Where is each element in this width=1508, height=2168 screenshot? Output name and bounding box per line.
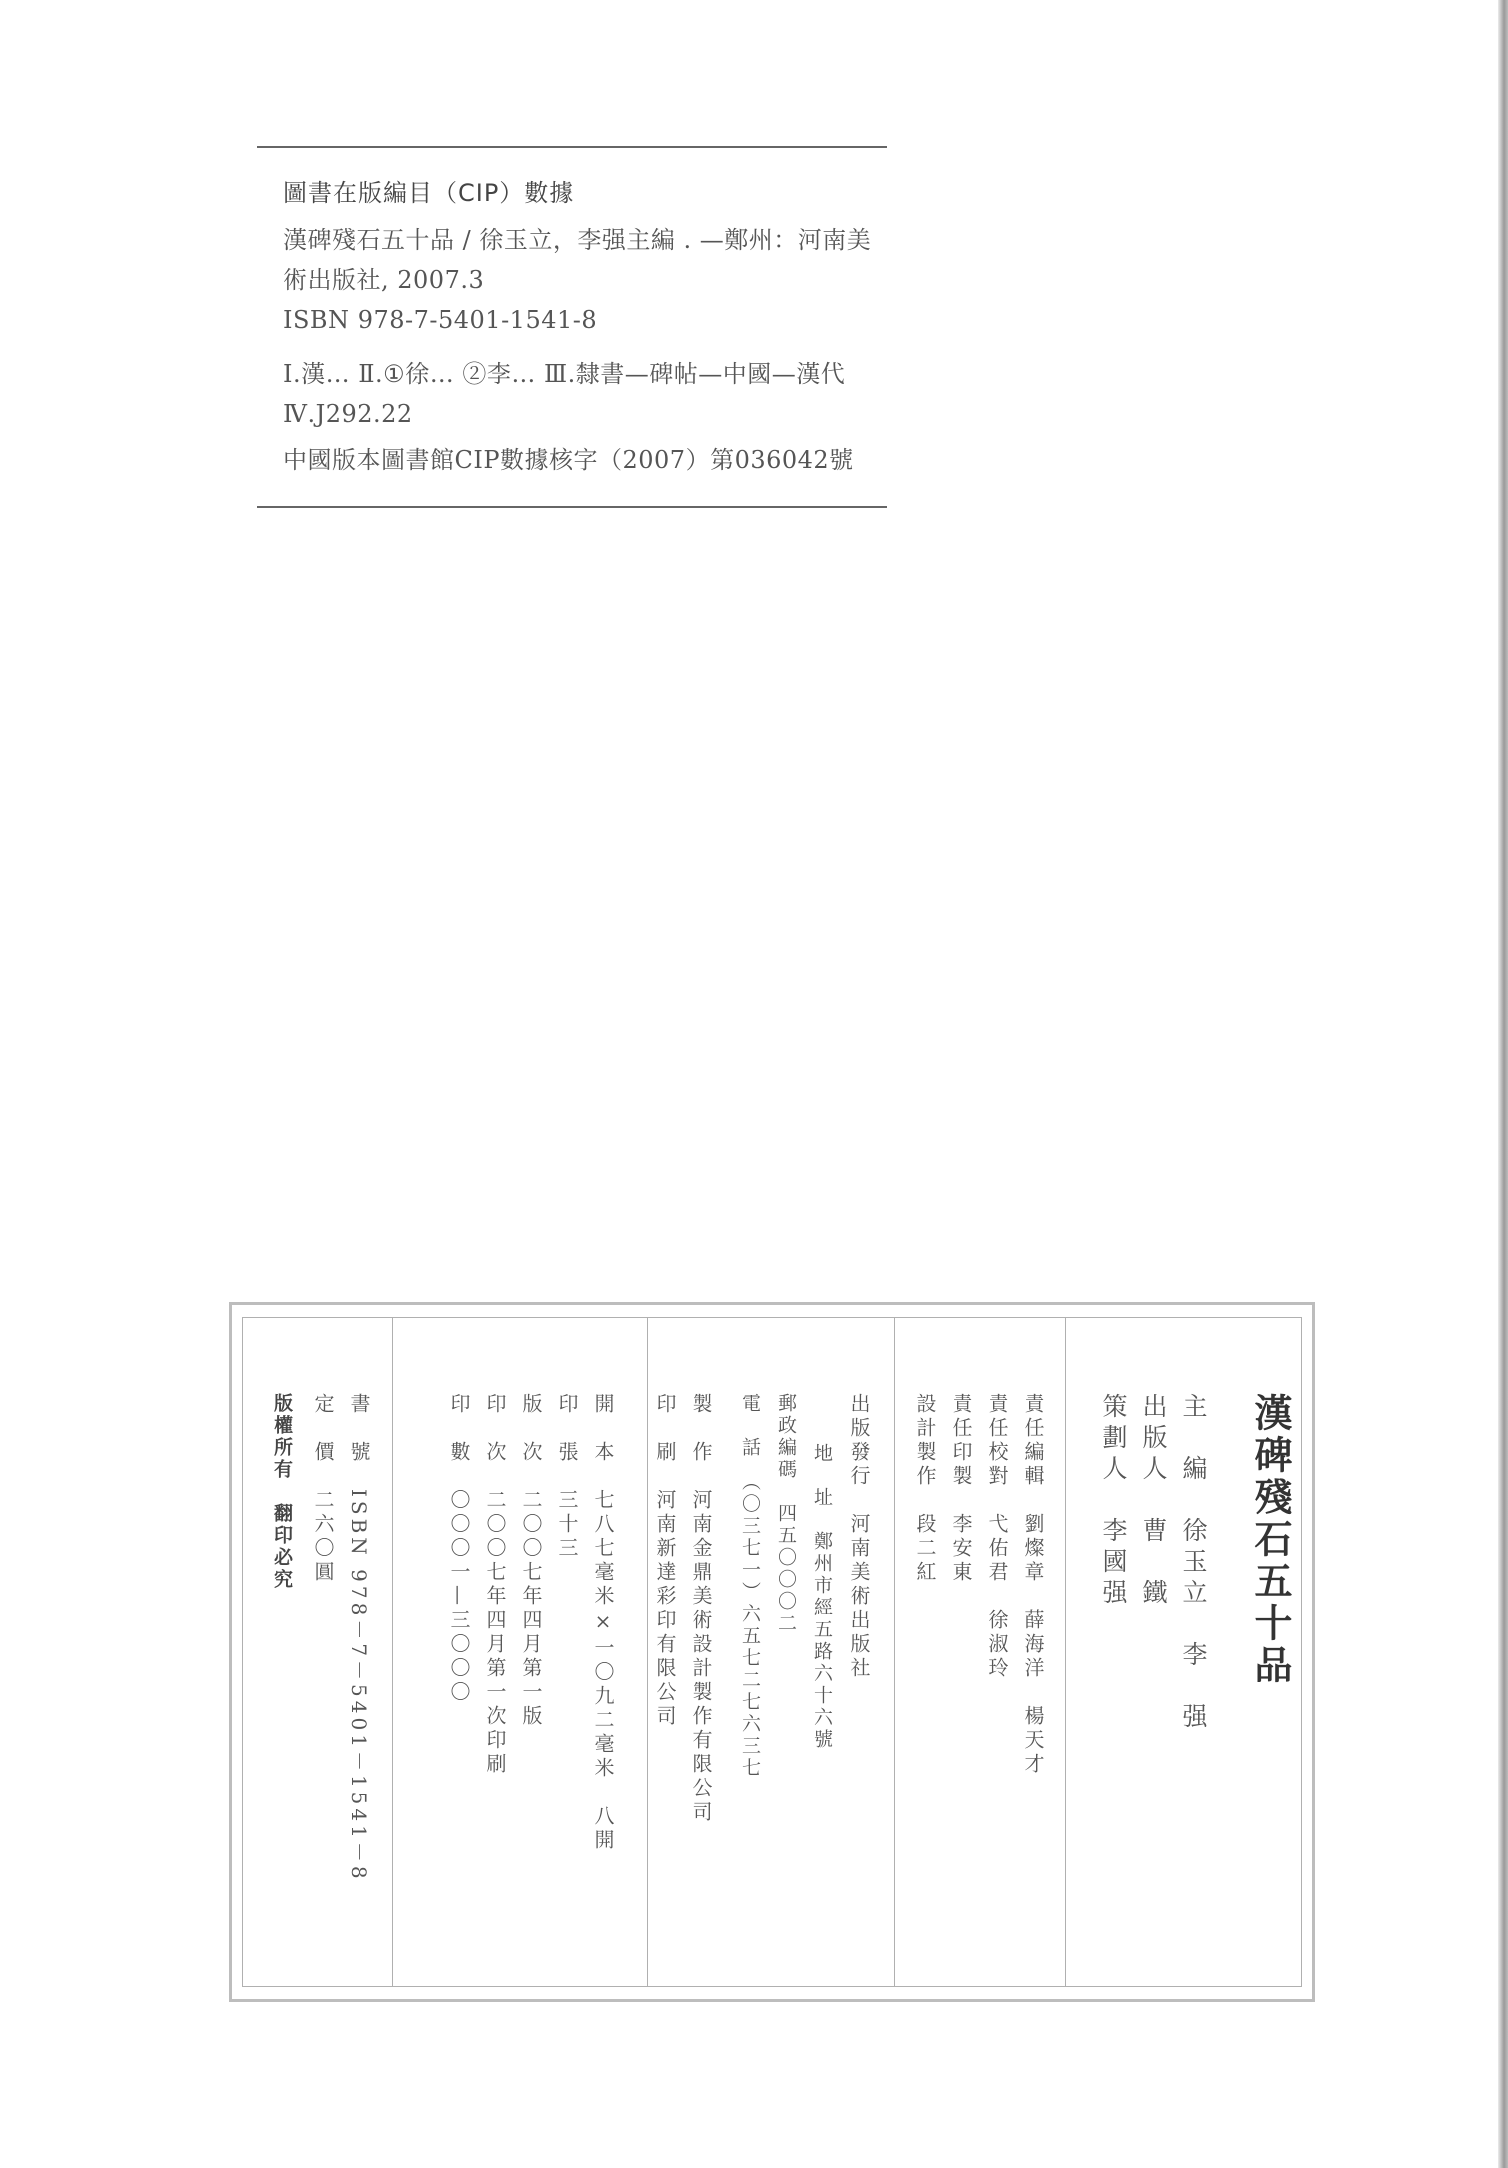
column-divider — [894, 1318, 895, 1986]
postcode-label: 郵政編碼 — [775, 1393, 797, 1481]
cip-heading: 圖書在版編目（CIP）數據 — [283, 179, 575, 207]
printing-supervisor-line — [947, 1393, 976, 1585]
isbn-line — [345, 1393, 374, 1883]
cip-block — [257, 146, 887, 508]
address-value: 鄭州市經五路六十六號 — [811, 1531, 833, 1751]
phone-label: 電 話 — [739, 1393, 761, 1459]
book-title: 漢碑殘石五十品 — [1248, 1393, 1293, 1687]
address-line — [809, 1443, 836, 1751]
colophon-inner-frame — [242, 1317, 1302, 1987]
planner-value: 李國强 — [1099, 1517, 1128, 1610]
editors-line — [1175, 1393, 1211, 1734]
proofreader-label: 責任校對 — [985, 1393, 1009, 1489]
impression-label: 印 次 — [483, 1393, 507, 1465]
production-value: 河南金鼎美術設計製作有限公司 — [689, 1489, 713, 1825]
format-value: 七八七毫米×一〇九二毫米 八開 — [591, 1489, 615, 1853]
responsible-editor-value: 劉燦章 薛海洋 楊天才 — [1021, 1513, 1045, 1777]
planner-label: 策劃人 — [1099, 1393, 1128, 1486]
copyright-notice: 版權所有 翻印必究 — [271, 1393, 293, 1591]
print-run-line — [445, 1393, 474, 1705]
postcode-line — [773, 1393, 800, 1635]
proofreader-value: 弋佑君 徐淑玲 — [985, 1513, 1009, 1681]
editors-label: 主 編 — [1179, 1393, 1208, 1486]
cip-subject-line: Ⅰ.漢… Ⅱ.①徐… ②李… Ⅲ.隸書—碑帖—中國—漢代 — [283, 360, 846, 388]
distributor-label: 出版發行 — [847, 1393, 871, 1489]
publisher-person-line — [1135, 1393, 1171, 1610]
designer-line — [911, 1393, 940, 1585]
impression-line — [481, 1393, 510, 1777]
cip-classification-line: Ⅳ.J292.22 — [283, 400, 413, 428]
postcode-value: 四五〇〇〇二 — [775, 1503, 797, 1635]
distributor-value: 河南美術出版社 — [847, 1513, 871, 1681]
publisher-label: 出版人 — [1139, 1393, 1168, 1486]
price-label: 定 價 — [311, 1393, 335, 1465]
colophon-box — [229, 1302, 1315, 2002]
production-line — [687, 1393, 716, 1825]
printing-supervisor-value: 李安東 — [949, 1513, 973, 1585]
column-divider — [647, 1318, 648, 1986]
edition-line — [517, 1393, 546, 1729]
cip-publisher-line: 術出版社, 2007.3 — [283, 266, 485, 294]
address-label: 地 址 — [811, 1443, 833, 1509]
sheets-value: 三十三 — [555, 1489, 579, 1561]
publisher-value: 曹 鐵 — [1139, 1517, 1168, 1610]
editors-value: 徐玉立 李 强 — [1179, 1517, 1208, 1734]
format-label: 開 本 — [591, 1393, 615, 1465]
designer-label: 設計製作 — [913, 1393, 937, 1489]
format-line — [589, 1393, 618, 1853]
print-run-label: 印 數 — [447, 1393, 471, 1465]
printing-supervisor-label: 責任印製 — [949, 1393, 973, 1489]
cip-top-rule — [257, 146, 887, 148]
printer-value: 河南新達彩印有限公司 — [653, 1489, 677, 1729]
column-divider — [1065, 1318, 1066, 1986]
isbn-value: ISBN 978－7－5401－1541－8 — [347, 1489, 371, 1883]
price-line — [309, 1393, 338, 1585]
phone-value: （〇三七一）六五七二七六三七 — [739, 1481, 761, 1780]
page-edge — [1498, 0, 1508, 2168]
printer-line — [651, 1393, 680, 1729]
cip-record-number-line: 中國版本圖書館CIP數據核字（2007）第036042號 — [283, 446, 854, 474]
sheets-line — [553, 1393, 582, 1561]
proofreader-line — [983, 1393, 1012, 1681]
print-run-value: 〇〇〇一—三〇〇〇 — [447, 1489, 471, 1705]
responsible-editor-label: 責任編輯 — [1021, 1393, 1045, 1489]
cip-isbn-line: ISBN 978-7-5401-1541-8 — [283, 306, 598, 334]
impression-value: 二〇〇七年四月第一次印刷 — [483, 1489, 507, 1777]
planner-line — [1095, 1393, 1131, 1610]
edition-value: 二〇〇七年四月第一版 — [519, 1489, 543, 1729]
isbn-label: 書 號 — [347, 1393, 371, 1465]
column-divider — [392, 1318, 393, 1986]
phone-line — [737, 1393, 764, 1780]
printer-label: 印 刷 — [653, 1393, 677, 1465]
responsible-editor-line — [1019, 1393, 1048, 1777]
edition-label: 版 次 — [519, 1393, 543, 1465]
price-value: 二六〇圓 — [311, 1489, 335, 1585]
cip-title-line: 漢碑殘石五十品 / 徐玉立，李强主編 . —鄭州：河南美 — [283, 226, 872, 254]
sheets-label: 印 張 — [555, 1393, 579, 1465]
production-label: 製 作 — [689, 1393, 713, 1465]
designer-value: 段二紅 — [913, 1513, 937, 1585]
distributor-line — [845, 1393, 874, 1681]
cip-bottom-rule — [257, 506, 887, 508]
